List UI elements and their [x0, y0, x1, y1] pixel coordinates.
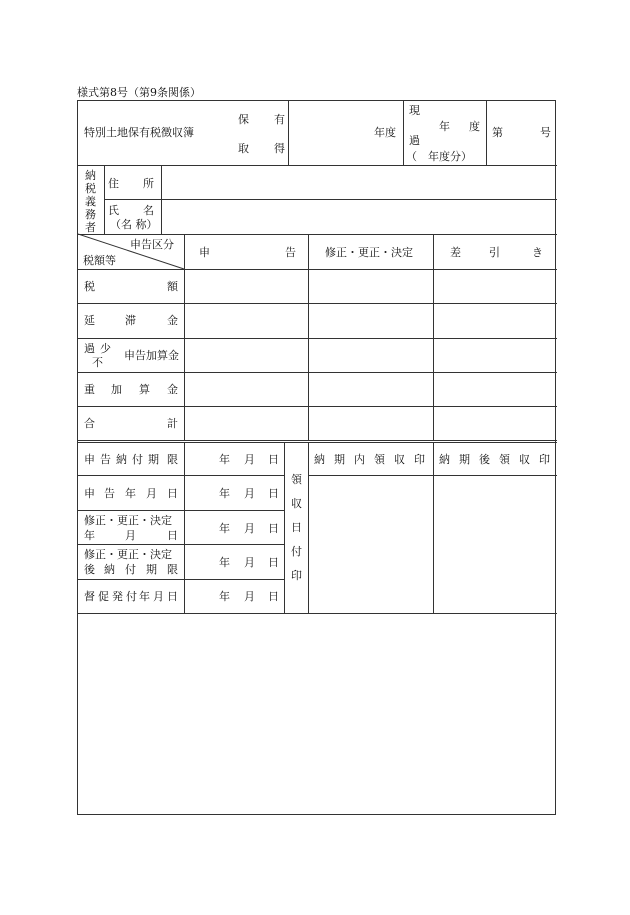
date-day-label: 日: [268, 453, 279, 466]
name-label-1: 氏: [108, 204, 119, 217]
col-difference-char: き: [532, 246, 543, 259]
form-reference: 様式第8号（第9条関係）: [77, 86, 201, 99]
stamp-after-period-char: 印: [539, 453, 550, 466]
date-day-label: 日: [268, 487, 279, 500]
taxpayer-label-char: 税: [85, 182, 96, 195]
kind-shutoku-2: 得: [274, 142, 285, 155]
row-penalty-kaso: 少: [100, 342, 111, 355]
period-current: 現: [409, 104, 420, 117]
date-label-char: 年: [84, 529, 95, 542]
col-difference-char: 引: [489, 246, 500, 259]
col-shinkoku-2: 告: [285, 246, 296, 259]
date-month-label: 月: [244, 487, 255, 500]
name-label-2: 名: [143, 204, 154, 217]
date-label-char: 付: [126, 590, 137, 603]
date-year-label: 年: [219, 487, 230, 500]
corner-label-amounts: 税額等: [83, 254, 116, 267]
taxpayer-label-char: 者: [85, 221, 96, 234]
date-label-char: 督: [84, 590, 95, 603]
date-month-label: 月: [244, 453, 255, 466]
row-heavy-penalty-char: 金: [167, 383, 178, 396]
number-dai: 第: [492, 126, 503, 139]
row-late-fee-char: 滞: [125, 314, 136, 327]
date-label-char: 促: [98, 590, 109, 603]
date-label-char: 申: [84, 453, 95, 466]
row-late-fee-char: 金: [167, 314, 178, 327]
date-label-char: 告: [104, 487, 115, 500]
date-day-label: 日: [268, 522, 279, 535]
stamp-in-period-char: 納: [314, 453, 325, 466]
taxpayer-label-char: 義: [85, 195, 96, 208]
date-label-char: 月: [153, 590, 164, 603]
taxpayer-label-char: 納: [85, 169, 96, 182]
date-label-char: 付: [125, 563, 136, 576]
address-label-2: 所: [143, 177, 154, 190]
corner-label-category: 申告区分: [130, 238, 174, 251]
address-label-1: 住: [108, 177, 119, 190]
row-penalty-suffix: 申告加算金: [124, 349, 179, 362]
date-label-char: 限: [167, 563, 178, 576]
stamp-in-period-char: 収: [394, 453, 405, 466]
receipt-stamp-char: 日: [291, 521, 302, 534]
date-year-label: 年: [219, 453, 230, 466]
date-label-char: 付: [132, 453, 143, 466]
period-past: 過: [409, 134, 420, 147]
date-label-char: 日: [167, 590, 178, 603]
date-label-char: 告: [100, 453, 111, 466]
kind-hoyu-2: 有: [274, 113, 285, 126]
fiscal-year-label: 年度: [374, 126, 396, 139]
row-heavy-penalty-char: 加: [111, 383, 122, 396]
receipt-stamp-char: 収: [291, 497, 302, 510]
row-heavy-penalty-char: 算: [139, 383, 150, 396]
row-heavy-penalty-char: 重: [84, 383, 95, 396]
row-total-char: 計: [167, 417, 178, 430]
row-tax-amount-char: 税: [84, 280, 95, 293]
stamp-in-period-char: 内: [354, 453, 365, 466]
stamp-after-period-char: 納: [439, 453, 450, 466]
receipt-stamp-char: 印: [291, 569, 302, 582]
stamp-in-period-char: 期: [334, 453, 345, 466]
stamp-in-period-char: 印: [414, 453, 425, 466]
name-sub-label: （名 称）: [110, 218, 158, 231]
date-day-label: 日: [268, 590, 279, 603]
date-label-char: 年: [139, 590, 150, 603]
period-year-char: 年: [439, 120, 450, 133]
date-label-char: 期: [148, 453, 159, 466]
date-year-label: 年: [219, 590, 230, 603]
date-month-label: 月: [244, 522, 255, 535]
date-label-char: 月: [125, 529, 136, 542]
stamp-in-period-char: 領: [374, 453, 385, 466]
date-month-label: 月: [244, 556, 255, 569]
receipt-stamp-char: 領: [291, 473, 302, 486]
row-total-char: 合: [84, 417, 95, 430]
date-label-correction: 修正・更正・決定: [84, 548, 172, 561]
row-tax-amount-char: 額: [167, 280, 178, 293]
row-penalty-fu: 不: [92, 356, 103, 369]
stamp-after-period-char: 領: [499, 453, 510, 466]
date-label-char: 後: [84, 563, 95, 576]
date-year-label: 年: [219, 522, 230, 535]
period-do-char: 度: [469, 120, 480, 133]
col-shinkoku-1: 申: [199, 246, 210, 259]
date-label-char: 納: [104, 563, 115, 576]
kind-shutoku-1: 取: [238, 142, 249, 155]
ledger-title: 特別土地保有税徴収簿: [84, 126, 194, 139]
date-label-char: 期: [146, 563, 157, 576]
date-year-label: 年: [219, 556, 230, 569]
number-go: 号: [540, 126, 551, 139]
stamp-after-period-char: 期: [459, 453, 470, 466]
row-penalty-kaso: 過: [84, 342, 95, 355]
date-label-char: 日: [167, 529, 178, 542]
date-label-char: 日: [167, 487, 178, 500]
date-month-label: 月: [244, 590, 255, 603]
date-label-char: 年: [125, 487, 136, 500]
date-label-correction: 修正・更正・決定: [84, 514, 172, 527]
date-label-char: 納: [116, 453, 127, 466]
col-difference-char: 差: [450, 246, 461, 259]
kind-hoyu-1: 保: [238, 113, 249, 126]
col-correction: 修正・更正・決定: [325, 246, 413, 259]
date-label-char: 申: [84, 487, 95, 500]
date-label-char: 発: [112, 590, 123, 603]
stamp-after-period-char: 後: [479, 453, 490, 466]
date-day-label: 日: [268, 556, 279, 569]
stamp-after-period-char: 収: [519, 453, 530, 466]
row-late-fee-char: 延: [84, 314, 95, 327]
date-label-char: 月: [146, 487, 157, 500]
tax-collection-ledger-form: [77, 100, 556, 815]
date-label-char: 限: [167, 453, 178, 466]
receipt-stamp-char: 付: [291, 545, 302, 558]
taxpayer-label-char: 務: [85, 208, 96, 221]
period-past-year: （ 年度分）: [406, 150, 472, 163]
